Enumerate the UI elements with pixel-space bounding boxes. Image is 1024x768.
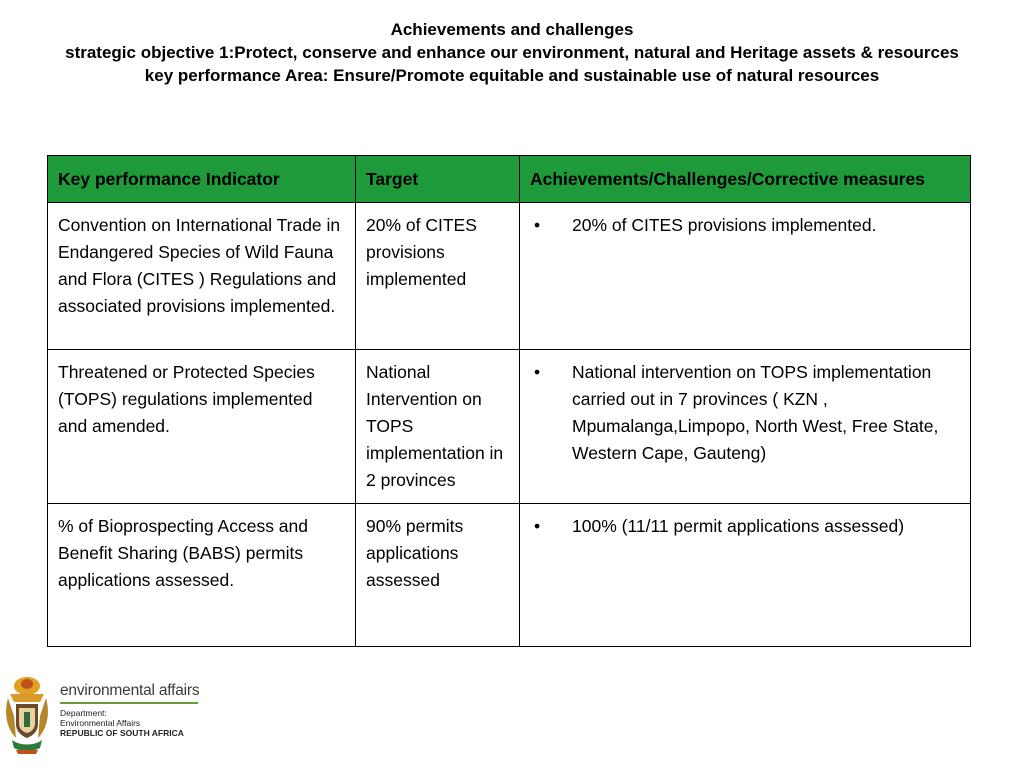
bullet-marker: •	[534, 215, 541, 235]
logo-department-name: Environmental Affairs	[60, 718, 141, 728]
department-logo	[0, 668, 200, 760]
heading-title: Achievements and challenges	[390, 20, 634, 39]
achievement-text: 20% of CITES provisions implemented.	[572, 215, 877, 235]
cell-indicator: % of Bioprospecting Access and Benefit Sharing (BABS) permits applications assessed.	[48, 504, 356, 647]
cell-indicator: Threatened or Protected Species (TOPS) regulations implemented and amended.	[48, 350, 356, 504]
logo-text-block	[60, 682, 200, 738]
heading-key-performance-area: key performance Area: Ensure/Promote equitable and sustainable use of natural resources	[144, 66, 880, 85]
heading-strategic-objective: strategic objective 1:Protect, conserve and enhance our environment, natural and Heritage assets & resources	[65, 43, 959, 62]
cell-indicator: Convention on International Trade in Endangered Species of Wild Fauna and Flora (CITES ) Regulations and associated provisions implemented.	[48, 203, 356, 350]
achievement-text: National intervention on TOPS implementation carried out in 7 provinces ( KZN , Mpumalanga,Limpopo, North West, Free State, Western Cape, Gauteng)	[572, 362, 939, 463]
bullet-marker: •	[534, 516, 541, 536]
cell-target: 90% permits applications assessed	[356, 504, 520, 647]
bullet-marker: •	[534, 362, 541, 382]
cell-achievement	[520, 504, 971, 647]
logo-department-label: Department:	[60, 708, 107, 718]
coat-of-arms-icon	[2, 672, 52, 756]
logo-brand-name: environmental affairs	[60, 682, 200, 699]
slide-heading	[40, 18, 984, 87]
header-achievements: Achievements/Challenges/Corrective measures	[520, 156, 971, 203]
table-header-row	[48, 156, 971, 203]
logo-divider	[60, 702, 198, 704]
header-target: Target	[356, 156, 520, 203]
cell-achievement	[520, 350, 971, 504]
header-key-performance-indicator: Key performance Indicator	[48, 156, 356, 203]
cell-achievement	[520, 203, 971, 350]
kpi-table	[47, 155, 971, 647]
achievement-text: 100% (11/11 permit applications assessed)	[572, 516, 905, 536]
table-row	[48, 203, 971, 350]
cell-target: National Intervention on TOPS implementation in 2 provinces	[356, 350, 520, 504]
table-row	[48, 350, 971, 504]
table-row	[48, 504, 971, 647]
logo-country: REPUBLIC OF SOUTH AFRICA	[60, 728, 184, 738]
cell-target: 20% of CITES provisions implemented	[356, 203, 520, 350]
